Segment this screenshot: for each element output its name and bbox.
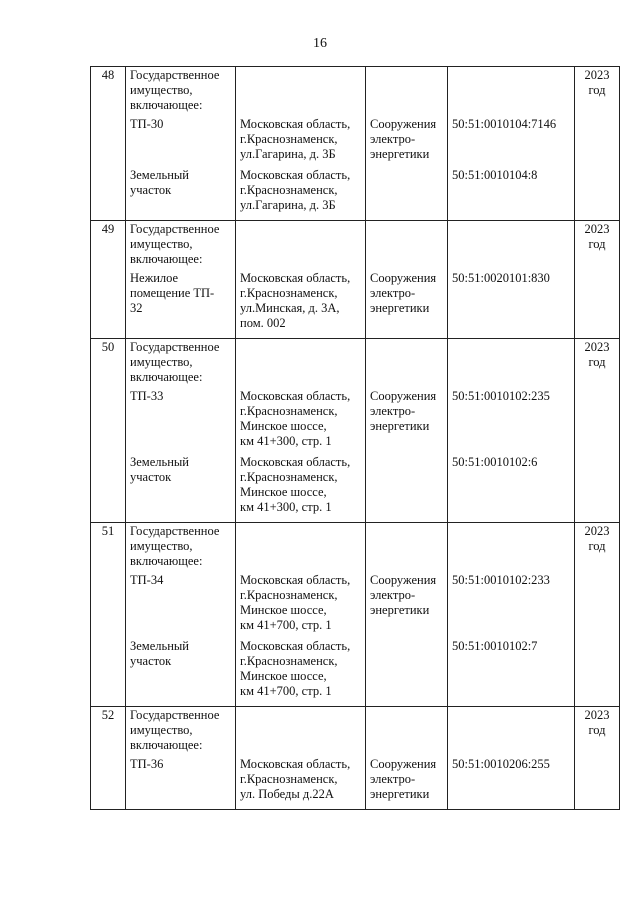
item-name: Земельный участок: [126, 162, 236, 213]
item-cadastral-number: 50:51:0010104:7146: [448, 113, 575, 162]
empty-cell: [448, 331, 575, 339]
item-name: ТП-34: [126, 569, 236, 633]
item-type: Сооружения электро- энергетики: [366, 385, 448, 449]
group-title: Государственное имущество, включающее:: [126, 707, 236, 754]
empty-cell: [575, 449, 620, 515]
empty-cell: [91, 449, 126, 515]
group-title: Государственное имущество, включающее:: [126, 523, 236, 570]
group-title: Государственное имущество, включающее:: [126, 221, 236, 268]
empty-cell: [448, 707, 575, 754]
empty-cell: [366, 331, 448, 339]
empty-cell: [236, 221, 366, 268]
empty-cell: [448, 221, 575, 268]
empty-cell: [448, 802, 575, 810]
item-row: [91, 633, 620, 699]
empty-cell: [575, 633, 620, 699]
year-cell: 2023 год: [575, 523, 620, 570]
empty-cell: [236, 699, 366, 707]
group-header-row: [91, 67, 620, 114]
item-type: Сооружения электро- энергетики: [366, 113, 448, 162]
item-address: Московская область, г.Краснознаменск, Минское шоссе, км 41+300, стр. 1: [236, 449, 366, 515]
year-cell: 2023 год: [575, 707, 620, 754]
group-end-row: [91, 802, 620, 810]
row-number: 52: [91, 707, 126, 754]
empty-cell: [236, 339, 366, 386]
item-address: Московская область, г.Краснознаменск, ул.Минская, д. 3А, пом. 002: [236, 267, 366, 331]
group-end-row: [91, 213, 620, 221]
empty-cell: [91, 162, 126, 213]
empty-cell: [126, 515, 236, 523]
empty-cell: [126, 802, 236, 810]
item-name: ТП-36: [126, 753, 236, 802]
empty-cell: [126, 699, 236, 707]
item-row: [91, 753, 620, 802]
item-row: [91, 449, 620, 515]
empty-cell: [575, 267, 620, 331]
item-cadastral-number: 50:51:0010102:233: [448, 569, 575, 633]
item-type: Сооружения электро- энергетики: [366, 753, 448, 802]
item-cadastral-number: 50:51:0010102:6: [448, 449, 575, 515]
item-row: [91, 267, 620, 331]
item-type: Сооружения электро- энергетики: [366, 569, 448, 633]
item-type: Сооружения электро- энергетики: [366, 267, 448, 331]
item-name: ТП-33: [126, 385, 236, 449]
group-header-row: [91, 339, 620, 386]
year-cell: 2023 год: [575, 221, 620, 268]
item-type: [366, 449, 448, 515]
item-cadastral-number: 50:51:0010206:255: [448, 753, 575, 802]
group-end-row: [91, 515, 620, 523]
empty-cell: [91, 213, 126, 221]
empty-cell: [575, 213, 620, 221]
empty-cell: [236, 213, 366, 221]
registry-body: [91, 67, 620, 810]
empty-cell: [575, 699, 620, 707]
year-cell: 2023 год: [575, 339, 620, 386]
empty-cell: [91, 753, 126, 802]
empty-cell: [575, 385, 620, 449]
empty-cell: [366, 515, 448, 523]
item-row: [91, 569, 620, 633]
item-cadastral-number: 50:51:0010102:7: [448, 633, 575, 699]
item-cadastral-number: 50:51:0010102:235: [448, 385, 575, 449]
row-number: 51: [91, 523, 126, 570]
empty-cell: [448, 523, 575, 570]
row-number: 50: [91, 339, 126, 386]
empty-cell: [366, 802, 448, 810]
empty-cell: [366, 339, 448, 386]
row-number: 48: [91, 67, 126, 114]
empty-cell: [126, 213, 236, 221]
empty-cell: [575, 331, 620, 339]
item-row: [91, 113, 620, 162]
item-type: [366, 633, 448, 699]
empty-cell: [366, 67, 448, 114]
group-title: Государственное имущество, включающее:: [126, 339, 236, 386]
item-row: [91, 385, 620, 449]
empty-cell: [366, 213, 448, 221]
empty-cell: [91, 385, 126, 449]
empty-cell: [91, 802, 126, 810]
property-registry-table: [90, 66, 620, 810]
empty-cell: [366, 221, 448, 268]
item-address: Московская область, г.Краснознаменск, Минское шоссе, км 41+300, стр. 1: [236, 385, 366, 449]
empty-cell: [91, 113, 126, 162]
empty-cell: [91, 569, 126, 633]
empty-cell: [575, 802, 620, 810]
empty-cell: [448, 515, 575, 523]
empty-cell: [575, 162, 620, 213]
group-end-row: [91, 331, 620, 339]
empty-cell: [366, 523, 448, 570]
empty-cell: [575, 515, 620, 523]
item-address: Московская область, г.Краснознаменск, Минское шоссе, км 41+700, стр. 1: [236, 569, 366, 633]
item-name: ТП-30: [126, 113, 236, 162]
item-row: [91, 162, 620, 213]
empty-cell: [126, 331, 236, 339]
empty-cell: [366, 699, 448, 707]
empty-cell: [366, 707, 448, 754]
empty-cell: [236, 707, 366, 754]
item-address: Московская область, г.Краснознаменск, Минское шоссе, км 41+700, стр. 1: [236, 633, 366, 699]
row-number: 49: [91, 221, 126, 268]
empty-cell: [91, 699, 126, 707]
item-address: Московская область, г.Краснознаменск, ул. Победы д.22А: [236, 753, 366, 802]
group-title: Государственное имущество, включающее:: [126, 67, 236, 114]
group-header-row: [91, 221, 620, 268]
group-header-row: [91, 707, 620, 754]
item-cadastral-number: 50:51:0010104:8: [448, 162, 575, 213]
page-number: 16: [313, 36, 327, 51]
item-address: Московская область, г.Краснознаменск, ул.Гагарина, д. 3Б: [236, 162, 366, 213]
item-cadastral-number: 50:51:0020101:830: [448, 267, 575, 331]
empty-cell: [236, 67, 366, 114]
empty-cell: [448, 339, 575, 386]
year-cell: 2023 год: [575, 67, 620, 114]
item-name: Нежилое помещение ТП- 32: [126, 267, 236, 331]
group-header-row: [91, 523, 620, 570]
empty-cell: [91, 633, 126, 699]
empty-cell: [236, 515, 366, 523]
empty-cell: [236, 331, 366, 339]
item-name: Земельный участок: [126, 449, 236, 515]
item-type: [366, 162, 448, 213]
item-address: Московская область, г.Краснознаменск, ул.Гагарина, д. 3Б: [236, 113, 366, 162]
item-name: Земельный участок: [126, 633, 236, 699]
empty-cell: [448, 213, 575, 221]
empty-cell: [448, 67, 575, 114]
empty-cell: [236, 802, 366, 810]
empty-cell: [91, 267, 126, 331]
group-end-row: [91, 699, 620, 707]
empty-cell: [236, 523, 366, 570]
empty-cell: [575, 113, 620, 162]
empty-cell: [91, 331, 126, 339]
empty-cell: [448, 699, 575, 707]
empty-cell: [575, 569, 620, 633]
empty-cell: [575, 753, 620, 802]
empty-cell: [91, 515, 126, 523]
